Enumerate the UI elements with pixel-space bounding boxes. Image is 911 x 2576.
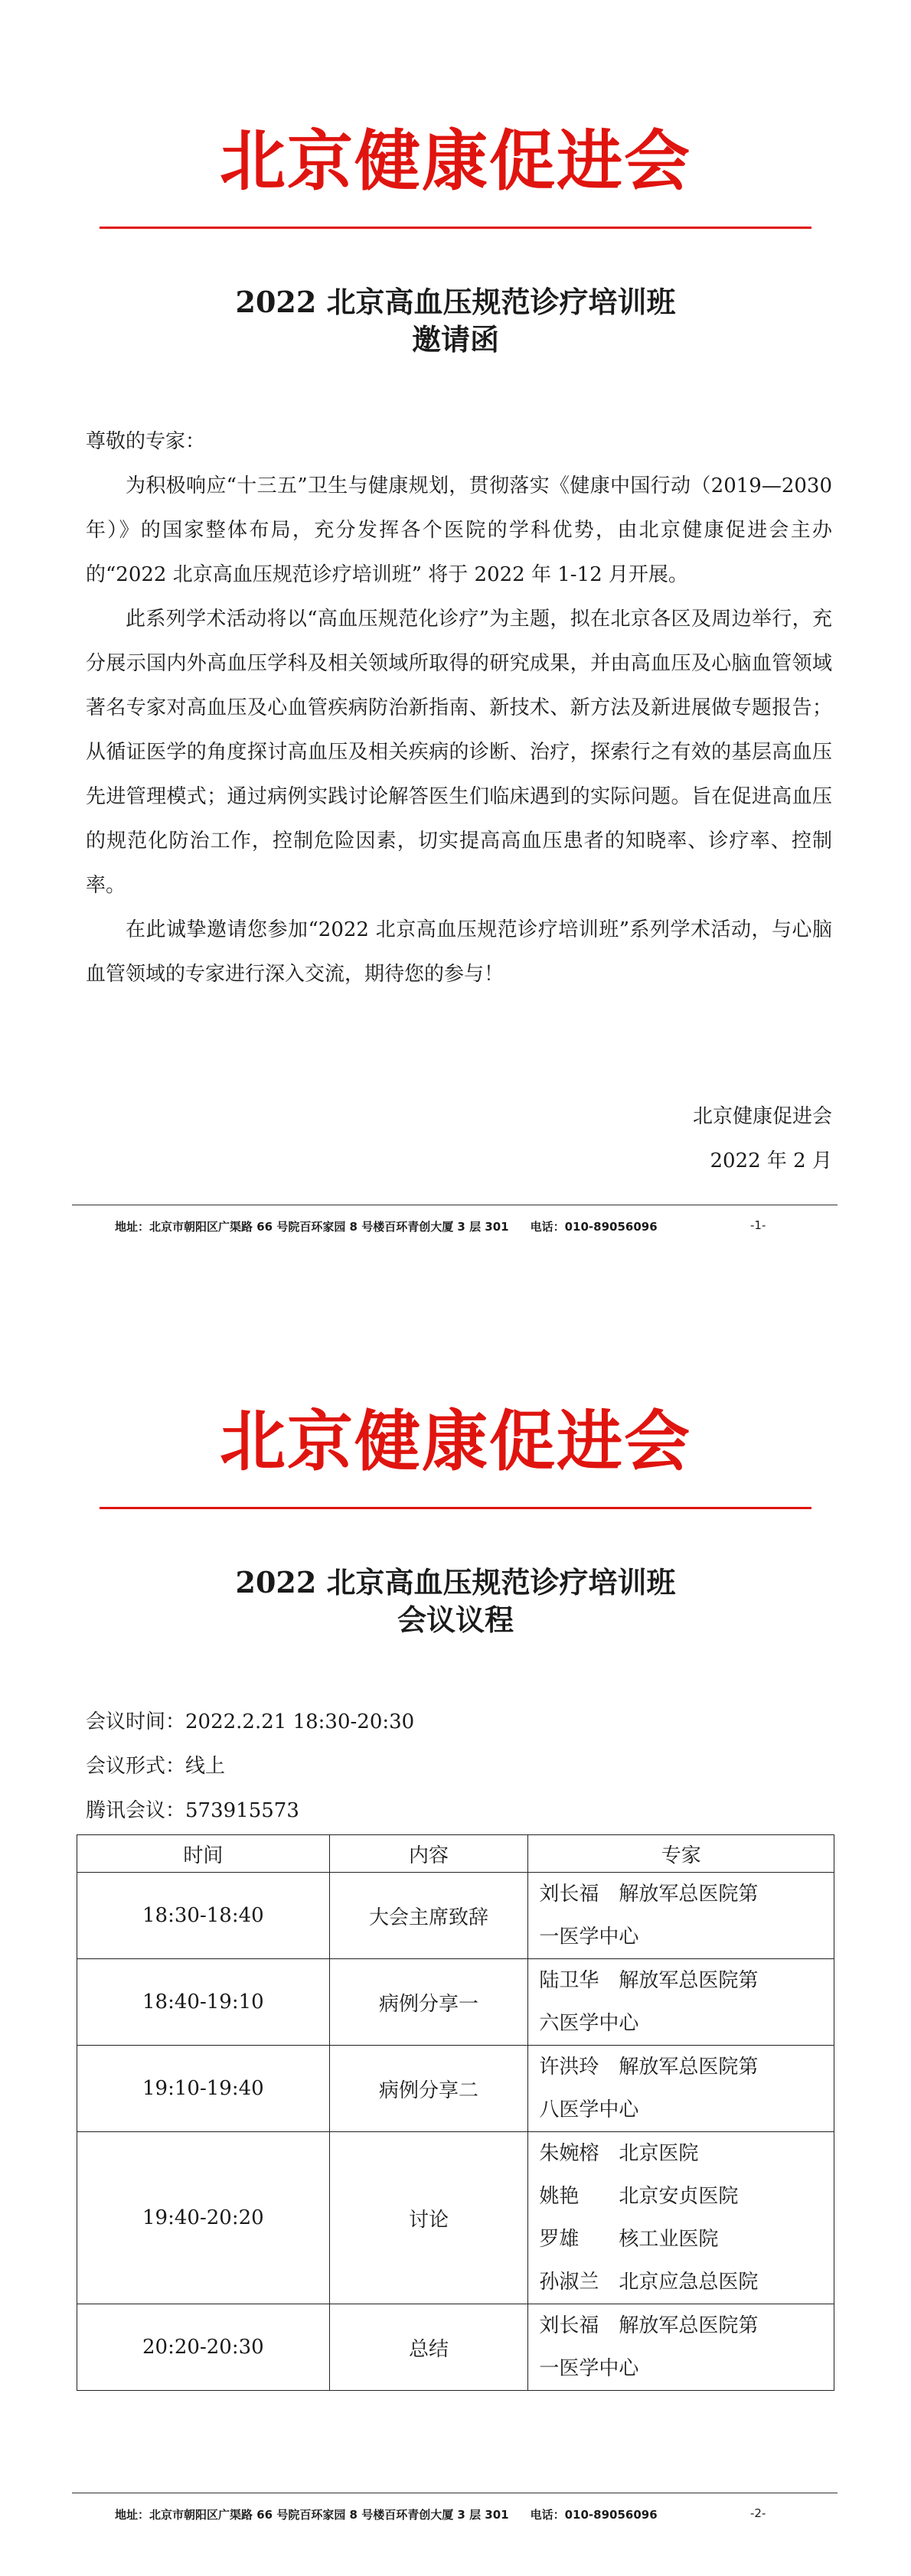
page-number: -1-: [750, 1218, 766, 1232]
footer-address: 地址：北京市朝阳区广渠路 66 号院百环家园 8 号楼百环青创大厦 3 层 301: [115, 2508, 509, 2522]
expert-line: 刘长福 解放军总医院第: [539, 1883, 759, 1906]
paragraph-3: 在此诚挚邀请您参加“2022 北京高血压规范诊疗培训班”系列学术活动，与心脑血管领域的专家进行深入交流，期待您的参与！: [86, 918, 832, 986]
agenda-header-row: [77, 1835, 834, 1873]
footer-address: 地址：北京市朝阳区广渠路 66 号院百环家园 8 号楼百环青创大厦 3 层 301: [115, 1220, 509, 1234]
title-line-2: 邀请函: [411, 322, 499, 357]
table-row: [77, 2046, 834, 2132]
footer: [115, 2506, 658, 2522]
expert-line: 罗雄 核工业医院: [539, 2228, 719, 2251]
letterhead-divider: [100, 227, 811, 229]
org-letterhead: 北京健康促进会: [220, 1404, 691, 1480]
page-number: -2-: [750, 2506, 766, 2520]
doc-title: [0, 1564, 911, 1639]
expert-line: 一医学中心: [539, 1925, 639, 1948]
row-content: 总结: [329, 2304, 528, 2391]
expert-line: 朱婉榕 北京医院: [539, 2142, 699, 2165]
row-time: 18:30-18:40: [77, 1873, 330, 1959]
signature: 北京健康促进会: [692, 1105, 832, 1128]
row-content: 病例分享二: [329, 2046, 528, 2132]
header-content: 内容: [329, 1835, 528, 1873]
row-content: 讨论: [329, 2132, 528, 2304]
letter-date: 2022 年 2 月: [710, 1149, 832, 1172]
row-content: 病例分享一: [329, 1959, 528, 2046]
title-line-1: 2022 北京高血压规范诊疗培训班: [235, 285, 676, 319]
row-time: 19:40-20:20: [77, 2132, 330, 2304]
expert-line: 陆卫华 解放军总医院第: [539, 1969, 759, 1992]
row-experts: [528, 1959, 834, 2046]
salutation: 尊敬的专家：: [86, 430, 206, 453]
agenda-table: [77, 1834, 834, 2391]
expert-line: 孙淑兰 北京应急总医院: [539, 2271, 759, 2294]
table-row: [77, 1873, 834, 1959]
header-experts: 专家: [528, 1835, 834, 1873]
doc-title: [0, 283, 911, 359]
row-time: 18:40-19:10: [77, 1959, 330, 2046]
table-row: [77, 2304, 834, 2391]
title-line-1: 2022 北京高血压规范诊疗培训班: [235, 1565, 676, 1599]
row-experts: [528, 2304, 834, 2391]
row-experts: [528, 1873, 834, 1959]
footer-phone: 电话：010-89056096: [530, 2508, 658, 2522]
footer-phone: 电话：010-89056096: [530, 1220, 658, 1234]
meeting-time: 会议时间：2022.2.21 18:30-20:30: [86, 1710, 415, 1733]
meeting-format: 会议形式：线上: [86, 1755, 226, 1778]
table-row: [77, 2132, 834, 2304]
row-experts: [528, 2132, 834, 2304]
expert-line: 八医学中心: [539, 2098, 639, 2121]
expert-line: 许洪玲 解放军总医院第: [539, 2056, 759, 2079]
org-letterhead: 北京健康促进会: [220, 123, 691, 200]
row-content: 大会主席致辞: [329, 1873, 528, 1959]
paragraph-2: 此系列学术活动将以“高血压规范化诊疗”为主题，拟在北京各区及周边举行，充分展示国内外高血压学科及相关领域所取得的研究成果，并由高血压及心脑血管领域著名专家对高血压及心血管疾病防治新指南、新技术、新方法及新进展做专题报告；从循证医学的角度探讨高血压及相关疾病的诊断、治疗，探索行之有效的基层高血压先进管理模式；通过病例实践讨论解答医生们临床遇到的实际问题。旨在促进高血压的规范化防治工作，控制危险因素，切实提高高血压患者的知晓率、诊疗率、控制率。: [86, 608, 832, 897]
expert-line: 一医学中心: [539, 2357, 639, 2380]
row-time: 20:20-20:30: [77, 2304, 330, 2391]
expert-line: 姚艳 北京安贞医院: [539, 2185, 739, 2208]
title-line-2: 会议议程: [397, 1603, 514, 1638]
table-row: [77, 1959, 834, 2046]
letterhead-divider: [100, 1507, 811, 1509]
footer: [115, 1218, 658, 1234]
expert-line: 六医学中心: [539, 2012, 639, 2035]
page-1: [0, 0, 911, 1270]
tencent-meeting-id: 腾讯会议：573915573: [86, 1799, 299, 1822]
header-time: 时间: [77, 1835, 330, 1873]
letter-body: [86, 419, 832, 996]
row-experts: [528, 2046, 834, 2132]
expert-line: 刘长福 解放军总医院第: [539, 2314, 759, 2337]
meeting-info: [86, 1700, 414, 1833]
page-2: [0, 1288, 911, 2576]
row-time: 19:10-19:40: [77, 2046, 330, 2132]
paragraph-1: 为积极响应“十三五”卫生与健康规划，贯彻落实《健康中国行动（2019—2030 年）》的国家整体布局，充分发挥各个医院的学科优势，由北京健康促进会主办的“2022 北京高血压规范诊疗培训班” 将于 2022 年 1-12 月开展。: [86, 474, 832, 586]
